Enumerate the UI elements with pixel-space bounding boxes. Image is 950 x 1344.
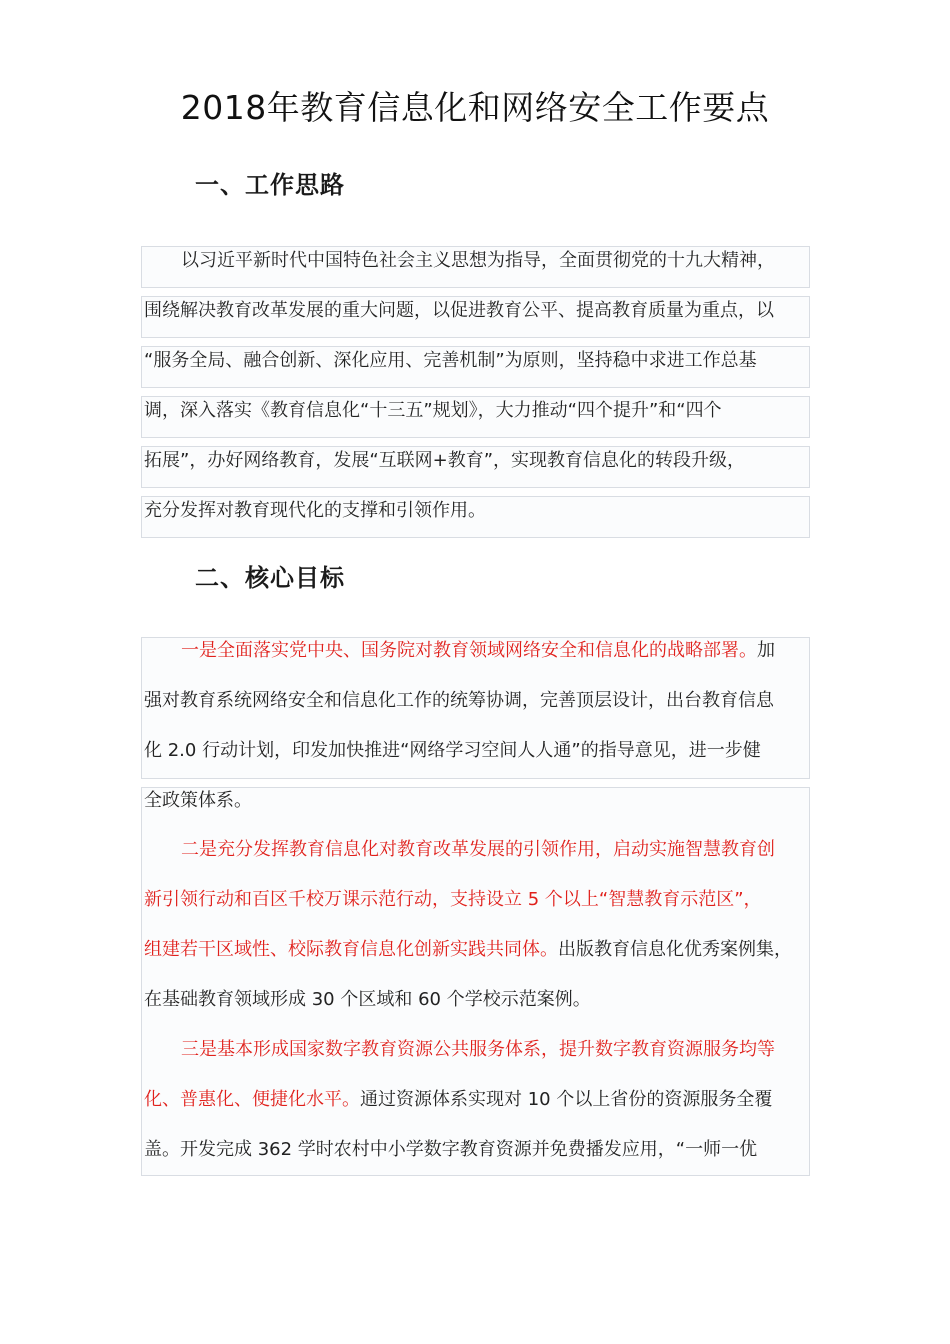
emphasis-text: 一是全面落实党中央、国务院对教育领域网络安全和信息化的战略部署。 [181, 640, 757, 661]
body-text: 通过资源体系实现对 10 个以上省份的资源服务全覆 [360, 1089, 773, 1110]
paragraph-line: 充分发挥对教育现代化的支撑和引领作用。 [144, 500, 486, 521]
body-text: 全政策体系。 [144, 790, 252, 811]
body-text: 盖。开发完成 362 学时农村中小学数字教育资源并免费播发应用，“一师一优 [144, 1139, 758, 1160]
paragraph-line [181, 636, 816, 666]
paragraph-line [144, 736, 816, 766]
body-text: 在基础教育领域形成 30 个区域和 60 个学校示范案例。 [144, 989, 591, 1010]
paragraph-line [144, 935, 816, 965]
paragraph-line [144, 885, 816, 915]
body-text: 化 2.0 行动计划，印发加快推进“网络学习空间人人通”的指导意见，进一步健 [144, 740, 761, 761]
paragraph-line: “服务全局、融合创新、深化应用、完善机制”为原则，坚持稳中求进工作总基 [144, 350, 757, 371]
section-heading-1: 一、工作思路 [195, 171, 345, 199]
paragraph-line: 围绕解决教育改革发展的重大问题，以促进教育公平、提高教育质量为重点，以 [144, 300, 774, 321]
emphasis-text: 三是基本形成国家数字教育资源公共服务体系，提升数字教育资源服务均等 [181, 1039, 775, 1060]
paragraph-line: 拓展”，办好网络教育，发展“互联网+教育”，实现教育信息化的转段升级， [144, 450, 746, 471]
paragraph-line [144, 985, 816, 1015]
paragraph-line [144, 1085, 816, 1115]
section-heading-2: 二、核心目标 [195, 564, 345, 592]
emphasis-text: 化、普惠化、便捷化水平。 [144, 1089, 360, 1110]
emphasis-text: 新引领行动和百区千校万课示范行动，支持设立 5 个以上“智慧教育示范区”， [144, 889, 762, 910]
paragraph-line: 以习近平新时代中国特色社会主义思想为指导，全面贯彻党的十九大精神， [181, 250, 775, 271]
paragraph-line [181, 1035, 816, 1065]
emphasis-text: 二是充分发挥教育信息化对教育改革发展的引领作用，启动实施智慧教育创 [181, 839, 775, 860]
paragraph-line [144, 686, 816, 716]
paragraph-line [144, 1135, 816, 1165]
paragraph-line: 调，深入落实《教育信息化“十三五”规划》，大力推动“四个提升”和“四个 [144, 400, 722, 421]
body-text: 加 [757, 640, 775, 661]
body-text: 出版教育信息化优秀案例集， [558, 939, 792, 960]
paragraph-line [144, 786, 816, 816]
body-text: 强对教育系统网络安全和信息化工作的统筹协调，完善顶层设计，出台教育信息 [144, 690, 774, 711]
emphasis-text: 组建若干区域性、校际教育信息化创新实践共同体。 [144, 939, 558, 960]
paragraph-line [181, 835, 816, 865]
document-title: 2018年教育信息化和网络安全工作要点 [180, 88, 770, 127]
